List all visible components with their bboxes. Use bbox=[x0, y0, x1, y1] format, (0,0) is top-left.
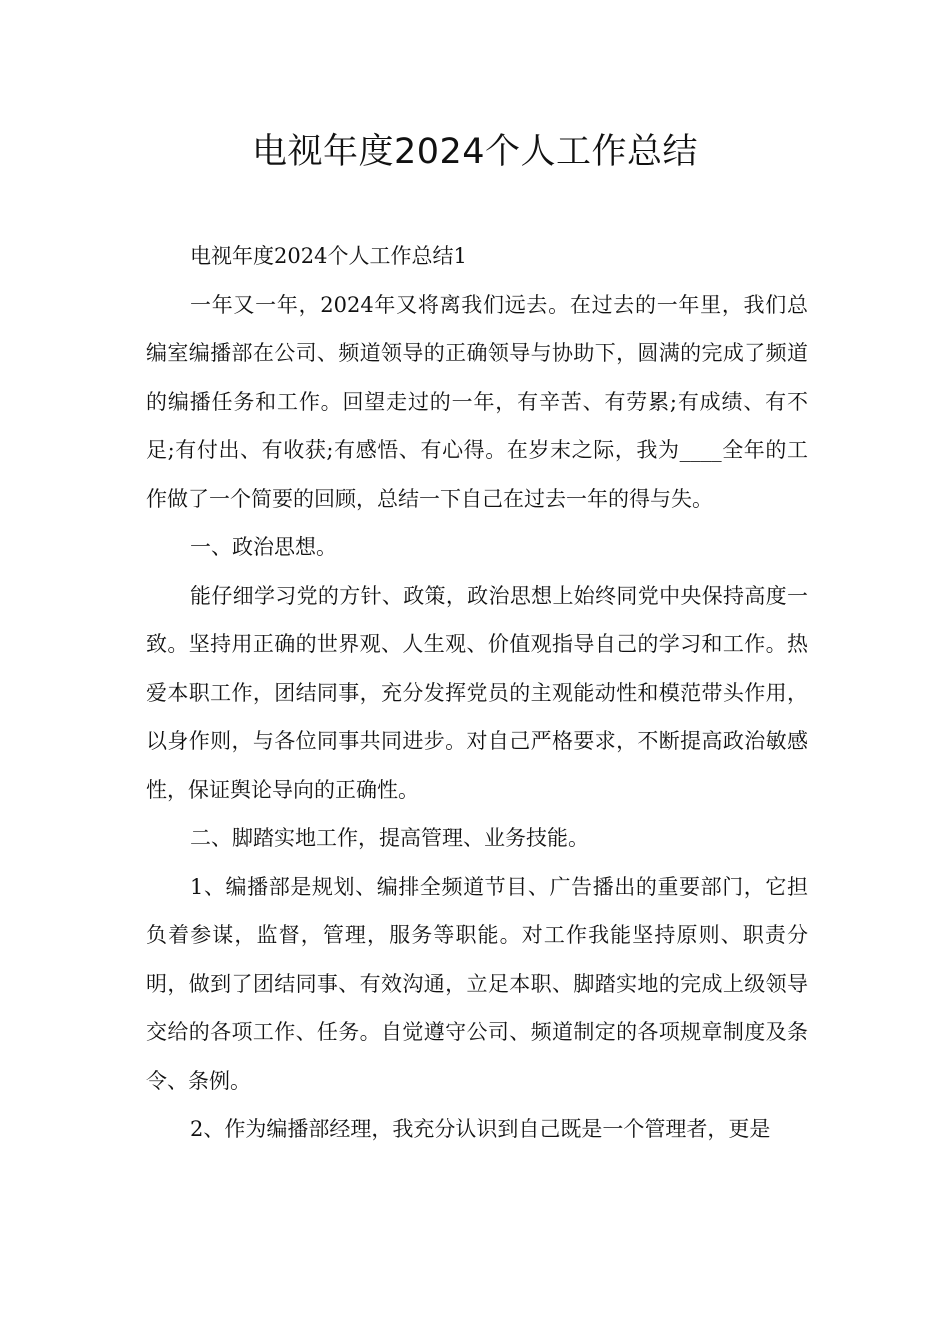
paragraph-intro: 一年又一年，2024年又将离我们远去。在过去的一年里，我们总编室编播部在公司、频道领导的正确领导与协助下，圆满的完成了频道的编播任务和工作。回望走过的一年，有辛苦、有劳累;有成绩、有不足;有付出、有收获;有感悟、有心得。在岁末之际，我为____全年的工作做了一个简要的回顾，总结一下自己在过去一年的得与失。 bbox=[146, 292, 808, 511]
paragraph-work-1: 1、编播部是规划、编排全频道节目、广告播出的重要部门，它担负着参谋，监督，管理，服务等职能。对工作我能坚持原则、职责分明，做到了团结同事、有效沟通，立足本职、脚踏实地的完成上级领导交给的各项工作、任务。自觉遵守公司、频道制定的各项规章制度及条令、条例。 bbox=[146, 874, 808, 1093]
section-heading: 电视年度2024个人工作总结1 bbox=[190, 244, 467, 268]
document-title: 电视年度2024个人工作总结 bbox=[251, 132, 699, 172]
section-heading-politics: 一、政治思想。 bbox=[190, 535, 337, 559]
paragraph-work-2: 2、作为编播部经理，我充分认识到自己既是一个管理者，更是 bbox=[190, 1117, 771, 1141]
section-heading-work: 二、脚踏实地工作，提高管理、业务技能。 bbox=[190, 826, 589, 850]
paragraph-politics: 能仔细学习党的方针、政策，政治思想上始终同党中央保持高度一致。坚持用正确的世界观、人生观、价值观指导自己的学习和工作。热爱本职工作，团结同事，充分发挥党员的主观能动性和模范带头作用，以身作则，与各位同事共同进步。对自己严格要求，不断提高政治敏感性，保证舆论导向的正确性。 bbox=[146, 583, 808, 802]
document-body bbox=[146, 232, 808, 1154]
